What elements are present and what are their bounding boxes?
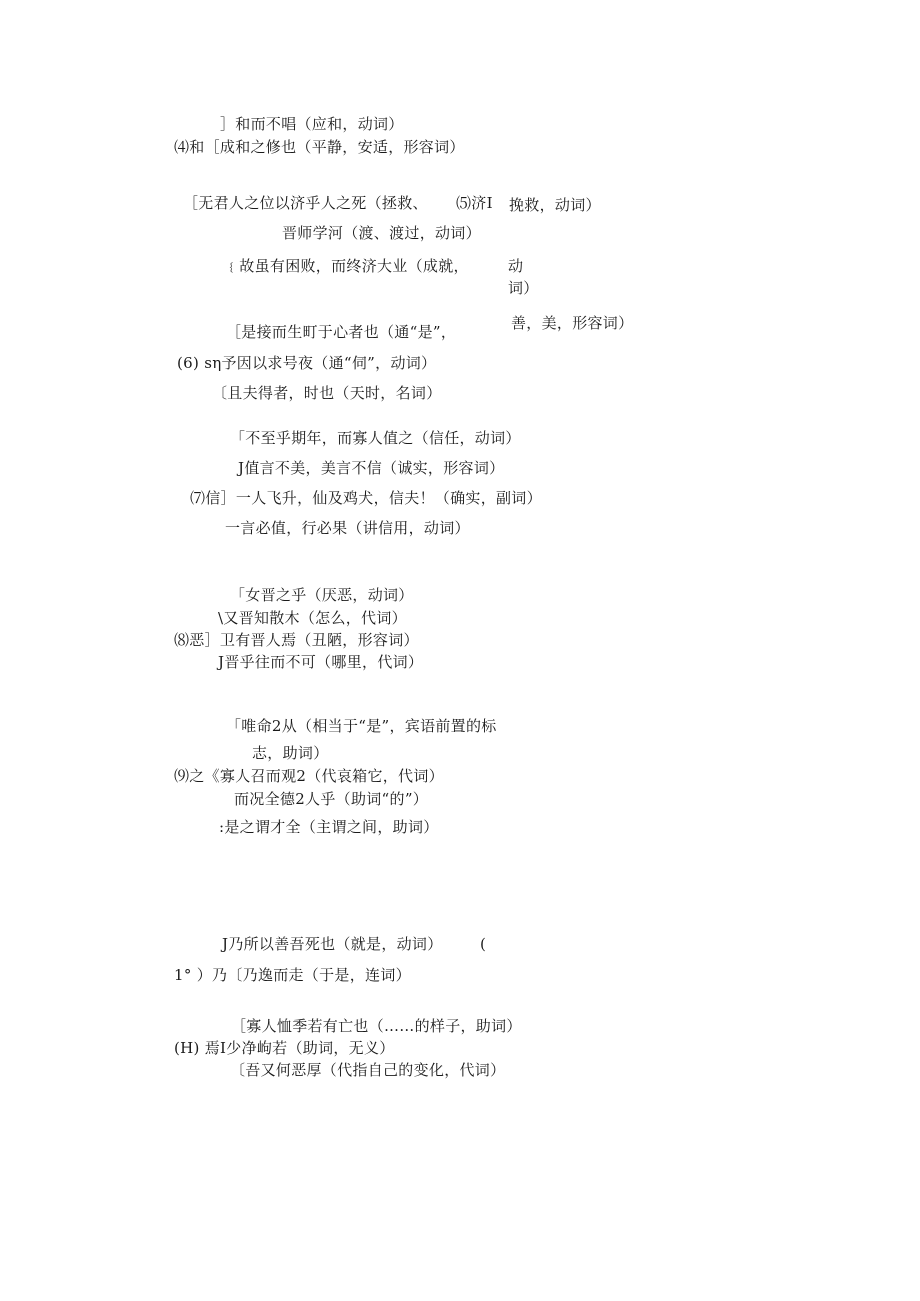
- text-line: 一言必值，行必果（讲信用，动词）: [225, 519, 470, 537]
- text-line: 「不至乎期年，而寡人值之（信任，动词）: [230, 429, 521, 447]
- text-line: ⑷和［成和之修也（平静，安适，形容词）: [174, 138, 465, 156]
- text-line: (: [480, 935, 487, 953]
- text-line: 「唯命2从（相当于“是”，宾语前置的标: [226, 717, 497, 735]
- text-line: 「女晋之乎（厌恶，动词）: [230, 586, 414, 604]
- text-line: J晋乎往而不可（哪里，代词）: [218, 653, 424, 671]
- text-line: 志，助词）: [252, 744, 329, 762]
- text-line: ⑺信］一人飞升，仙及鸡犬，信夫！（确实，副词）: [190, 489, 542, 507]
- text-line: 晋师学河（渡、渡过，动词）: [282, 224, 481, 242]
- text-line: ［寡人恤季若有亡也（……的样子，助词）: [231, 1017, 522, 1035]
- text-line: 词）: [508, 279, 539, 297]
- text-line: ⑸济I: [456, 194, 493, 212]
- text-line: (H) 焉I少净岣若（助词，无义）: [174, 1039, 395, 1057]
- text-line: ⑼之《寡人召而观2（代哀箱它，代词）: [174, 767, 444, 785]
- text-line: 挽救，动词）: [509, 196, 601, 214]
- text-line: ［无君人之位以济乎人之死（拯救、: [183, 194, 428, 212]
- text-line: J乃所以善吾死也（就是，动词）: [222, 935, 443, 953]
- text-line: \又晋知散木（怎么，代词）: [218, 609, 407, 627]
- text-line: 动: [508, 257, 524, 275]
- text-line: 1° ）乃〔乃逸而走（于是，连词）: [174, 966, 411, 984]
- text-line: (6) sη予因以求号夜（通“伺”，动词）: [177, 354, 437, 372]
- text-line: J值言不美，美言不信（诚实，形容词）: [238, 459, 505, 477]
- text-line: ［是接而生町于心者也（通“是”，: [226, 323, 457, 341]
- text-line: ⑻恶］卫有晋人焉（丑陋，形容词）: [174, 631, 419, 649]
- text-line: ］和而不唱（应和，动词）: [220, 115, 404, 133]
- text-line: 而况全德2人乎（助词“的”）: [234, 790, 429, 808]
- text-line: ﹛故虽有困败，而终济大业（成就，: [224, 257, 469, 275]
- text-line: :是之谓才全（主谓之间，助词）: [219, 818, 439, 836]
- text-line: 〔且夫得者，时也（天时，名词）: [212, 384, 442, 402]
- text-line: 善，美，形容词）: [511, 314, 634, 332]
- text-line: 〔吾又何恶厚（代指自己的变化，代词）: [230, 1061, 506, 1079]
